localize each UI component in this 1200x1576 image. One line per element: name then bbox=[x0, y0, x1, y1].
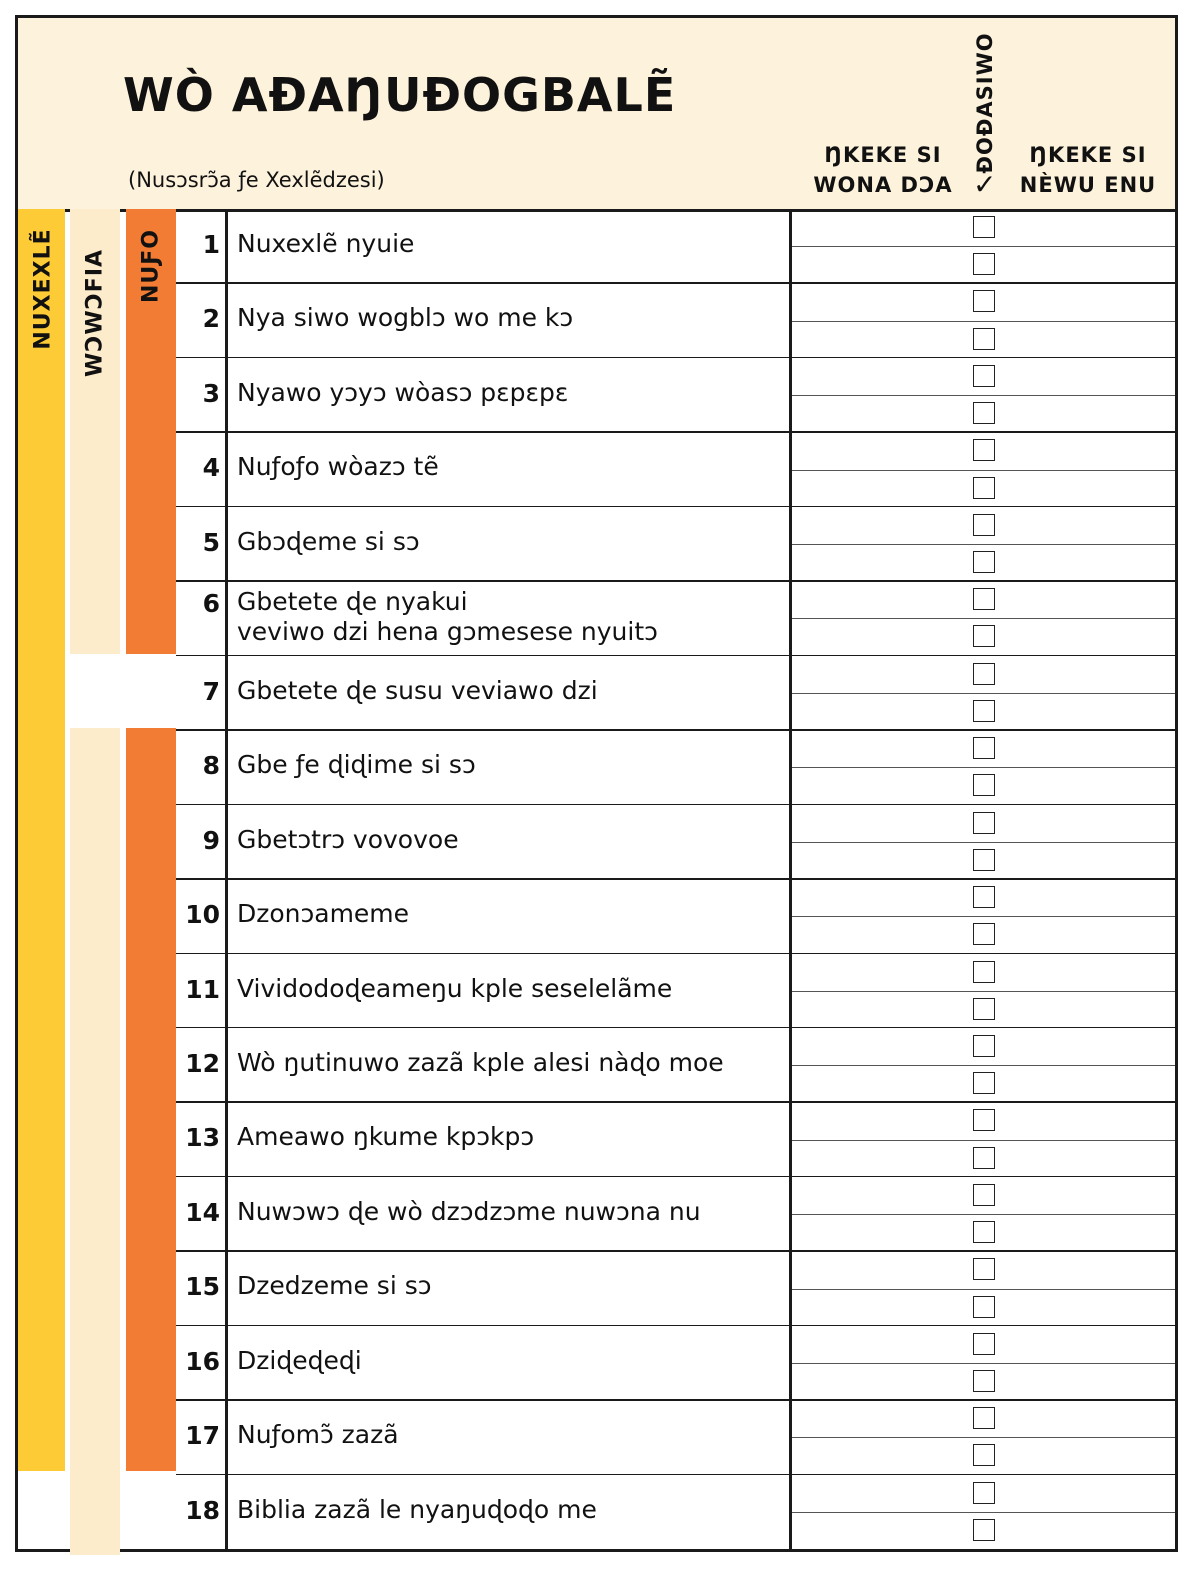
lesson-title bbox=[237, 974, 672, 1004]
reading-band-label: NUXEXLẼ bbox=[30, 228, 56, 350]
assigned-date-cell[interactable] bbox=[796, 212, 956, 243]
assigned-date-cell[interactable] bbox=[796, 547, 956, 578]
lesson-number: 16 bbox=[185, 1346, 220, 1376]
assigned-date-cell[interactable] bbox=[796, 621, 956, 652]
exercise-checkbox[interactable] bbox=[973, 588, 995, 610]
completed-date-cell[interactable] bbox=[1008, 1031, 1168, 1062]
completed-date-header-line1: ŊKEKE SI bbox=[1029, 143, 1147, 167]
completed-date-cell[interactable] bbox=[1008, 473, 1168, 504]
assigned-date-cell[interactable] bbox=[796, 919, 956, 950]
lesson-title-line1: Gbɔɖeme si sɔ bbox=[237, 526, 420, 556]
completed-date-header bbox=[1008, 140, 1168, 200]
assigned-date-header-line1: ŊKEKE SI bbox=[824, 143, 942, 167]
completed-date-cell[interactable] bbox=[1008, 659, 1168, 690]
speaking-band-label: NUƑO bbox=[138, 228, 164, 304]
exercise-checkbox[interactable] bbox=[973, 1258, 995, 1280]
exercise-checkbox[interactable] bbox=[973, 551, 995, 573]
lesson-title-line1: Gbe ƒe ɖiɖime si sɔ bbox=[237, 750, 476, 780]
exercise-checkbox[interactable] bbox=[973, 439, 995, 461]
demonstration-band-label: WƆWƆFIA bbox=[82, 248, 108, 378]
row-divider bbox=[176, 580, 1175, 582]
exercise-checkbox[interactable] bbox=[973, 1519, 995, 1541]
exercises-done-header bbox=[970, 33, 1000, 173]
exercise-checkbox[interactable] bbox=[973, 1072, 995, 1094]
lesson-number: 6 bbox=[202, 589, 220, 619]
lesson-title-line1: Dziɖeɖeɖi bbox=[237, 1345, 362, 1375]
lesson-number: 14 bbox=[185, 1197, 220, 1227]
lesson-title bbox=[237, 303, 573, 333]
lesson-title-line1: Gbetete ɖe susu veviawo dzi bbox=[237, 675, 598, 705]
completed-date-cell[interactable] bbox=[1008, 1515, 1168, 1546]
sheet-title: WÒ AƉAŊUƉOGBALẼ bbox=[123, 68, 677, 122]
exercise-checkbox[interactable] bbox=[973, 1370, 995, 1392]
lesson-title bbox=[237, 676, 598, 706]
lesson-title-line1: Gbetɔtrɔ vovovoe bbox=[237, 824, 459, 854]
lesson-number: 8 bbox=[202, 751, 220, 781]
exercise-checkbox[interactable] bbox=[973, 477, 995, 499]
assigned-date-cell[interactable] bbox=[796, 473, 956, 504]
sheet-subtitle: (Nusɔsrɔ̃a ƒe Xexlẽdzesi) bbox=[128, 168, 385, 192]
subrow-divider bbox=[792, 991, 1175, 992]
assigned-date-cell[interactable] bbox=[796, 324, 956, 355]
exercise-checkbox[interactable] bbox=[973, 365, 995, 387]
subrow-divider bbox=[792, 1437, 1175, 1438]
exercise-checkbox[interactable] bbox=[973, 1147, 995, 1169]
sheet-header bbox=[18, 18, 1175, 212]
exercise-checkbox[interactable] bbox=[973, 923, 995, 945]
lesson-title-line1: Dzonɔameme bbox=[237, 899, 410, 929]
lesson-title bbox=[237, 452, 439, 482]
subrow-divider bbox=[792, 767, 1175, 768]
subrow-divider bbox=[792, 693, 1175, 694]
lesson-number: 18 bbox=[185, 1495, 220, 1525]
reading-band bbox=[18, 209, 65, 1471]
row-divider bbox=[176, 1325, 1175, 1327]
completed-date-cell[interactable] bbox=[1008, 1292, 1168, 1323]
lesson-number: 4 bbox=[202, 453, 220, 483]
completed-date-cell[interactable] bbox=[1008, 845, 1168, 876]
assigned-date-cell[interactable] bbox=[796, 1440, 956, 1471]
assigned-date-header-line2: WONA DƆA bbox=[813, 173, 953, 197]
speaking-band-bottom bbox=[126, 728, 176, 1471]
assigned-date-cell[interactable] bbox=[796, 770, 956, 801]
completed-date-header-line2: NÈWU ENU bbox=[1019, 173, 1157, 197]
completed-date-cell[interactable] bbox=[1008, 1105, 1168, 1136]
lesson-number: 1 bbox=[202, 230, 220, 259]
row-divider bbox=[176, 655, 1175, 657]
lesson-title bbox=[237, 1048, 724, 1078]
lesson-number: 5 bbox=[202, 527, 220, 557]
assigned-date-cell[interactable] bbox=[796, 808, 956, 839]
exercise-checkbox[interactable] bbox=[973, 402, 995, 424]
assigned-date-cell[interactable] bbox=[796, 1105, 956, 1136]
lesson-title-line1: Nya siwo wogblɔ wo me kɔ bbox=[237, 303, 574, 333]
lesson-number: 11 bbox=[185, 974, 220, 1004]
row-divider bbox=[176, 1474, 1175, 1476]
lesson-number: 15 bbox=[185, 1272, 220, 1302]
exercise-checkbox[interactable] bbox=[973, 663, 995, 685]
reading-band-label-box bbox=[18, 209, 68, 369]
assigned-date-cell[interactable] bbox=[796, 584, 956, 615]
exercise-checkbox[interactable] bbox=[973, 328, 995, 350]
row-divider bbox=[176, 1250, 1175, 1252]
subrow-divider bbox=[792, 916, 1175, 917]
row-divider bbox=[176, 506, 1175, 508]
exercise-checkbox[interactable] bbox=[973, 625, 995, 647]
row-divider bbox=[176, 953, 1175, 955]
assigned-date-cell[interactable] bbox=[796, 286, 956, 317]
completed-date-cell[interactable] bbox=[1008, 882, 1168, 913]
exercise-checkbox[interactable] bbox=[973, 961, 995, 983]
exercise-checkbox[interactable] bbox=[973, 849, 995, 871]
lesson-title bbox=[237, 587, 658, 647]
assigned-date-cell[interactable] bbox=[796, 882, 956, 913]
lesson-number: 17 bbox=[185, 1421, 220, 1451]
completed-date-cell[interactable] bbox=[1008, 1068, 1168, 1099]
lesson-number: 2 bbox=[202, 304, 220, 334]
assigned-date-cell[interactable] bbox=[796, 659, 956, 690]
lesson-title bbox=[237, 1122, 534, 1152]
exercise-checkbox[interactable] bbox=[973, 1407, 995, 1429]
completed-date-cell[interactable] bbox=[1008, 808, 1168, 839]
assigned-date-cell[interactable] bbox=[796, 733, 956, 764]
subrow-divider bbox=[792, 1512, 1175, 1513]
completed-date-cell[interactable] bbox=[1008, 212, 1168, 243]
exercise-checkbox[interactable] bbox=[973, 1221, 995, 1243]
lesson-title bbox=[237, 1271, 431, 1301]
completed-date-cell[interactable] bbox=[1008, 584, 1168, 615]
completed-date-cell[interactable] bbox=[1008, 286, 1168, 317]
exercise-checkbox[interactable] bbox=[973, 290, 995, 312]
row-divider bbox=[176, 878, 1175, 880]
lesson-number: 9 bbox=[202, 825, 220, 855]
completed-date-cell[interactable] bbox=[1008, 621, 1168, 652]
lesson-title bbox=[237, 899, 409, 929]
lesson-title bbox=[237, 1346, 362, 1376]
assigned-date-cell[interactable] bbox=[796, 1143, 956, 1174]
subrow-divider bbox=[792, 470, 1175, 471]
lesson-title bbox=[237, 1197, 701, 1227]
assigned-date-cell[interactable] bbox=[796, 398, 956, 429]
assigned-date-cell[interactable] bbox=[796, 1403, 956, 1434]
row-divider bbox=[176, 1101, 1175, 1103]
lesson-number: 10 bbox=[185, 900, 220, 930]
assigned-date-cell[interactable] bbox=[796, 845, 956, 876]
completed-date-cell[interactable] bbox=[1008, 696, 1168, 727]
completed-date-cell[interactable] bbox=[1008, 361, 1168, 392]
lesson-title-line1: Ameawo ŋkume kpɔkpɔ bbox=[237, 1122, 535, 1152]
exercise-checkbox[interactable] bbox=[973, 1035, 995, 1057]
lesson-title-line1: Nuxexlẽ nyuie bbox=[237, 229, 415, 258]
exercise-checkbox[interactable] bbox=[973, 1444, 995, 1466]
exercise-checkbox[interactable] bbox=[973, 216, 995, 238]
speaking-band-label-box bbox=[126, 186, 176, 346]
subrow-divider bbox=[792, 544, 1175, 545]
row-divider bbox=[176, 1399, 1175, 1401]
subrow-divider bbox=[792, 1363, 1175, 1364]
demonstration-band-bottom bbox=[70, 728, 120, 1555]
lesson-number: 3 bbox=[202, 378, 220, 408]
assigned-date-cell[interactable] bbox=[796, 361, 956, 392]
completed-date-cell[interactable] bbox=[1008, 1254, 1168, 1285]
lesson-title-line1: Nuƒoƒo wòazɔ tẽ bbox=[237, 452, 439, 482]
subrow-divider bbox=[792, 395, 1175, 396]
exercise-checkbox[interactable] bbox=[973, 1184, 995, 1206]
assigned-date-cell[interactable] bbox=[796, 1329, 956, 1360]
lesson-title bbox=[237, 378, 568, 408]
lesson-title-line1: Gbetete ɖe nyakui bbox=[237, 587, 468, 617]
completed-date-cell[interactable] bbox=[1008, 733, 1168, 764]
row-divider bbox=[176, 357, 1175, 359]
exercise-checkbox[interactable] bbox=[973, 774, 995, 796]
lesson-title bbox=[237, 750, 476, 780]
lesson-title bbox=[237, 229, 414, 259]
exercise-checkbox[interactable] bbox=[973, 700, 995, 722]
completed-date-cell[interactable] bbox=[1008, 547, 1168, 578]
row-divider bbox=[176, 1027, 1175, 1029]
assigned-date-cell[interactable] bbox=[796, 957, 956, 988]
row-divider bbox=[176, 431, 1175, 433]
assigned-date-cell[interactable] bbox=[796, 1217, 956, 1248]
completed-date-cell[interactable] bbox=[1008, 510, 1168, 541]
lesson-title-line1: Biblia zazã le nyaŋuɖoɖo me bbox=[237, 1494, 597, 1524]
completed-date-cell[interactable] bbox=[1008, 1143, 1168, 1174]
subrow-divider bbox=[792, 321, 1175, 322]
subrow-divider bbox=[792, 618, 1175, 619]
assigned-date-cell[interactable] bbox=[796, 435, 956, 466]
completed-date-cell[interactable] bbox=[1008, 435, 1168, 466]
lesson-title-line1: Dzedzeme si sɔ bbox=[237, 1271, 432, 1301]
exercise-checkbox[interactable] bbox=[973, 253, 995, 275]
row-divider bbox=[176, 729, 1175, 731]
assigned-date-cell[interactable] bbox=[796, 249, 956, 280]
subrow-divider bbox=[792, 1065, 1175, 1066]
row-divider bbox=[176, 804, 1175, 806]
lesson-number: 13 bbox=[185, 1123, 220, 1153]
completed-date-cell[interactable] bbox=[1008, 1403, 1168, 1434]
exercise-checkbox[interactable] bbox=[973, 886, 995, 908]
exercise-checkbox[interactable] bbox=[973, 1333, 995, 1355]
completed-date-cell[interactable] bbox=[1008, 1329, 1168, 1360]
lesson-title bbox=[237, 1495, 597, 1525]
assigned-date-cell[interactable] bbox=[796, 1254, 956, 1285]
completed-date-cell[interactable] bbox=[1008, 1217, 1168, 1248]
exercise-checkbox[interactable] bbox=[973, 1296, 995, 1318]
completed-date-cell[interactable] bbox=[1008, 770, 1168, 801]
assigned-date-cell[interactable] bbox=[796, 696, 956, 727]
completed-date-cell[interactable] bbox=[1008, 249, 1168, 280]
subrow-divider bbox=[792, 246, 1175, 247]
completed-date-cell[interactable] bbox=[1008, 919, 1168, 950]
lesson-title-line1: Nyawo yɔyɔ wòasɔ pɛpɛpɛ bbox=[237, 377, 569, 407]
row-divider bbox=[176, 282, 1175, 284]
completed-date-cell[interactable] bbox=[1008, 324, 1168, 355]
subrow-divider bbox=[792, 1289, 1175, 1290]
lesson-title-line1: Nuƒomɔ̃ zazã bbox=[237, 1420, 399, 1450]
completed-date-cell[interactable] bbox=[1008, 398, 1168, 429]
assigned-date-cell[interactable] bbox=[796, 1478, 956, 1509]
completed-date-cell[interactable] bbox=[1008, 1478, 1168, 1509]
exercise-checkbox[interactable] bbox=[973, 1109, 995, 1131]
completed-date-cell[interactable] bbox=[1008, 994, 1168, 1025]
assigned-date-cell[interactable] bbox=[796, 994, 956, 1025]
assigned-date-header bbox=[803, 140, 963, 200]
lesson-title-line2: veviwo dzi hena gɔmesese nyuitɔ bbox=[237, 617, 658, 647]
subrow-divider bbox=[792, 1140, 1175, 1141]
subrow-divider bbox=[792, 1214, 1175, 1215]
lesson-number: 12 bbox=[185, 1048, 220, 1078]
lesson-title bbox=[237, 825, 459, 855]
exercise-checkbox[interactable] bbox=[973, 812, 995, 834]
assigned-date-cell[interactable] bbox=[796, 1031, 956, 1062]
completed-date-cell[interactable] bbox=[1008, 957, 1168, 988]
exercise-checkbox[interactable] bbox=[973, 998, 995, 1020]
exercises-done-header-label: ƉOƉASIWO bbox=[973, 32, 997, 174]
lesson-title-line1: Wò ŋutinuwo zazã kple alesi nàɖo moe bbox=[237, 1047, 724, 1077]
lesson-title bbox=[237, 527, 420, 557]
assigned-date-cell[interactable] bbox=[796, 1292, 956, 1323]
assigned-date-cell[interactable] bbox=[796, 1366, 956, 1397]
assigned-date-cell[interactable] bbox=[796, 510, 956, 541]
assigned-date-cell[interactable] bbox=[796, 1068, 956, 1099]
exercise-checkbox[interactable] bbox=[973, 514, 995, 536]
completed-date-cell[interactable] bbox=[1008, 1440, 1168, 1471]
exercise-checkbox[interactable] bbox=[973, 737, 995, 759]
completed-date-cell[interactable] bbox=[1008, 1366, 1168, 1397]
row-divider bbox=[176, 1176, 1175, 1178]
lesson-title-line1: Vividodoɖeameŋu kple seselelãme bbox=[237, 973, 673, 1003]
exercise-checkbox[interactable] bbox=[973, 1482, 995, 1504]
lesson-title-line1: Nuwɔwɔ ɖe wò dzɔdzɔme nuwɔna nu bbox=[237, 1196, 701, 1226]
completed-date-cell[interactable] bbox=[1008, 1180, 1168, 1211]
study-progress-sheet bbox=[15, 15, 1178, 1552]
assigned-date-cell[interactable] bbox=[796, 1515, 956, 1546]
checkmark-icon: ✓ bbox=[973, 168, 997, 201]
lesson-number: 7 bbox=[202, 676, 220, 706]
assigned-date-cell[interactable] bbox=[796, 1180, 956, 1211]
lesson-title bbox=[237, 1420, 399, 1450]
subrow-divider bbox=[792, 842, 1175, 843]
demonstration-band-label-box bbox=[70, 233, 120, 393]
